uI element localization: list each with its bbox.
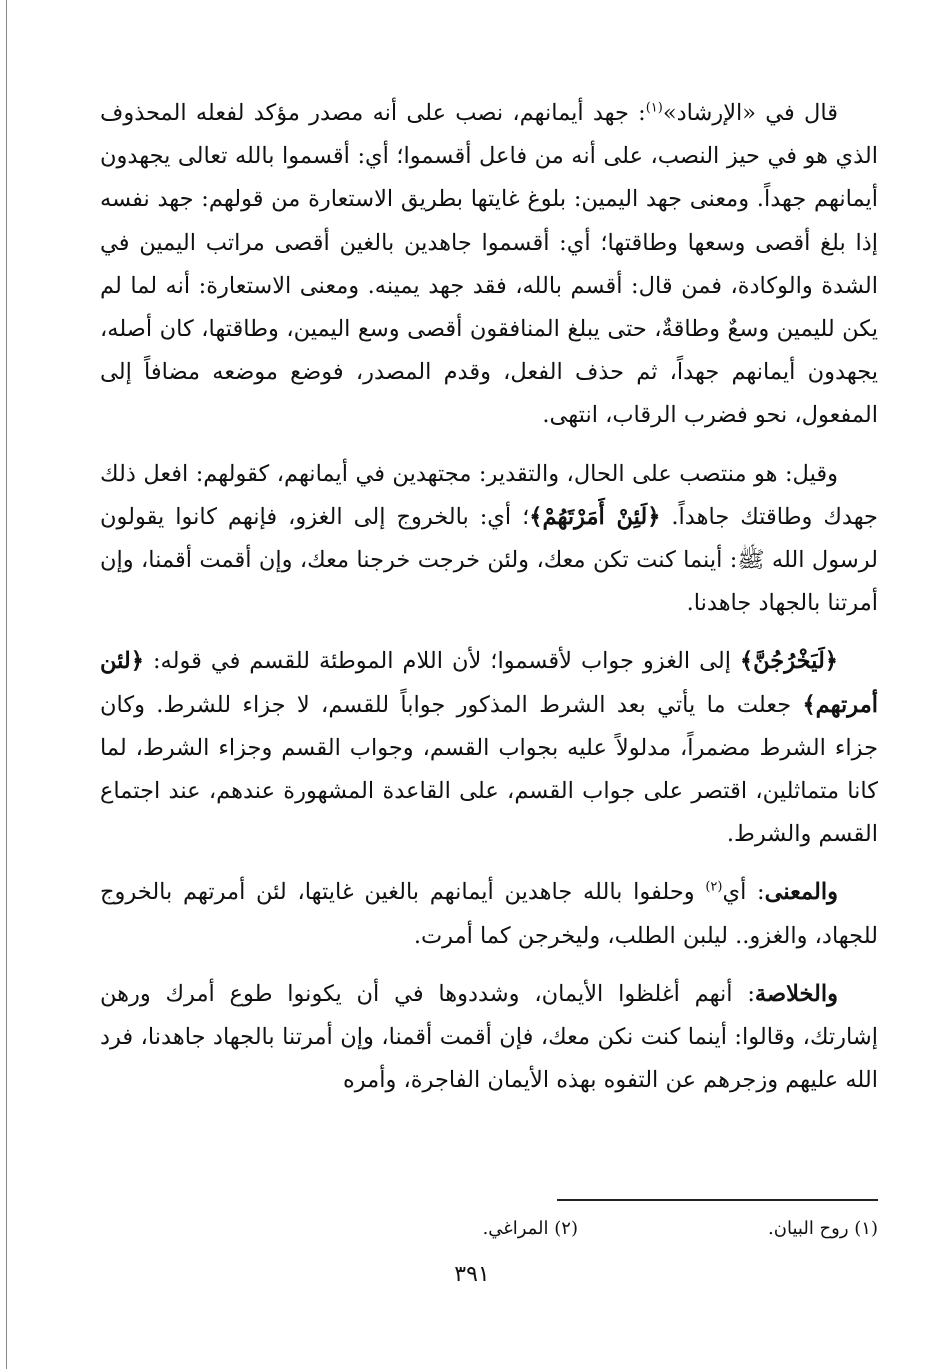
paragraph-2-text: ؛ أي: بالخروج إلى الغزو، فإنهم كانوا يقولون لرسول الله ﷺ: أينما كنت تكن معك، ولئن خرجت خرجنا معك، وإن أقمت أقمنا، وإن أمرتنا بالجهاد جاهدنا.: [100, 503, 878, 617]
paragraph-1-text: : جهد أيمانهم، نصب على أنه مصدر مؤكد لفعله المحذوف الذي هو في حيز النصب، على أنه من فاعل أقسموا؛ أي: أقسموا بالله تعالى يجهدون أيمانهم جهداً. ومعنى جهد اليمين: بلوغ غايتها بطريق الاستعارة من قولهم: جهد نفسه إذا بلغ أقصى وسعها وطاقتها؛ أي: أقسموا جاهدين بالغين أقصى مراتب اليمين في الشدة والوكادة، فمن قال: أقسم بالله، فقد جهد يمينه. ومعنى الاستعارة: أنه لما لم يكن لليمين وسعٌ وطاقةٌ، حتى يبلغ المنافقون أقصى وسع اليمين، وطاقتها، كان أصله، يجهدون أيمانهم جهداً، ثم حذف الفعل، وقدم المصدر، فوضع موضعه مضافاً إلى المفعول، نحو فضرب الرقاب، انتهى.: [100, 100, 878, 429]
paragraph-3: [100, 640, 878, 856]
label-summary: والخلاصة: [754, 980, 838, 1007]
footnote-2: (٢) المراغي.: [482, 1218, 578, 1239]
paragraph-4-text: وحلفوا بالله جاهدين أيمانهم بالغين غايتها، لئن أمرتهم بالخروج للجهاد، والغزو.. ليلبن الطلب، وليخرجن كما أمرت.: [100, 879, 878, 949]
page-edge-line: [6, 0, 7, 1369]
page-body: [100, 92, 878, 1117]
footnotes: [300, 1212, 878, 1246]
footnote-ref-2: (٢): [705, 879, 723, 895]
paragraph-4-start: : أي: [722, 879, 765, 906]
paragraph-1-start: قال في «الإرشاد»: [662, 100, 838, 126]
footnote-ref-1: (١): [645, 100, 663, 116]
page-number: ٣٩١: [454, 1262, 490, 1287]
quran-quote-la-in-amartahum-2: ﴿لئن أمرتهم﴾: [100, 648, 878, 718]
paragraph-4: [100, 871, 878, 957]
label-meaning: والمعنى: [764, 879, 838, 906]
paragraph-3-mid: إلى الغزو جواب لأقسموا؛ لأن اللام الموطئة للقسم في قوله:: [143, 648, 740, 675]
quran-quote-layakhrujunna: ﴿لَيَخْرُجُنَّ﴾: [740, 648, 838, 675]
footnote-1: (١) روح البيان.: [768, 1218, 878, 1239]
paragraph-5-text: : أنهم أغلظوا الأيمان، وشددوها في أن يكونوا طوع أمرك ورهن إشارتك، وقالوا: أينما كنت نكن معك، فإن أقمت أقمنا، وإن أمرتنا بالجهاد جاهدنا، فرد الله عليهم وزجرهم عن التفوه بهذه الأيمان الفاجرة، وأمره: [100, 980, 878, 1094]
footnote-separator: [557, 1199, 878, 1201]
paragraph-2-start: وقيل: هو منتصب على الحال، والتقدير: مجتهدين في أيمانهم، كقولهم: افعل ذلك جهدك وطاقتك جاهداً.: [100, 460, 878, 530]
quran-quote-la-in-amartahum: ﴿لَئِنْ أَمَرْتَهُمْ﴾: [529, 503, 661, 530]
paragraph-1: [100, 92, 878, 438]
paragraph-2: [100, 453, 878, 626]
paragraph-3-text: جعلت ما يأتي بعد الشرط المذكور جواباً للقسم، لا جزاء للشرط. وكان جزاء الشرط مضمراً، مدلولاً عليه بجواب القسم، وجواب القسم وجزاء الشرط، لما كانا متماثلين، اقتصر على جواب القسم، على القاعدة المشهورة عندهم، عند اجتماع القسم والشرط.: [100, 691, 878, 848]
paragraph-5: [100, 973, 878, 1103]
